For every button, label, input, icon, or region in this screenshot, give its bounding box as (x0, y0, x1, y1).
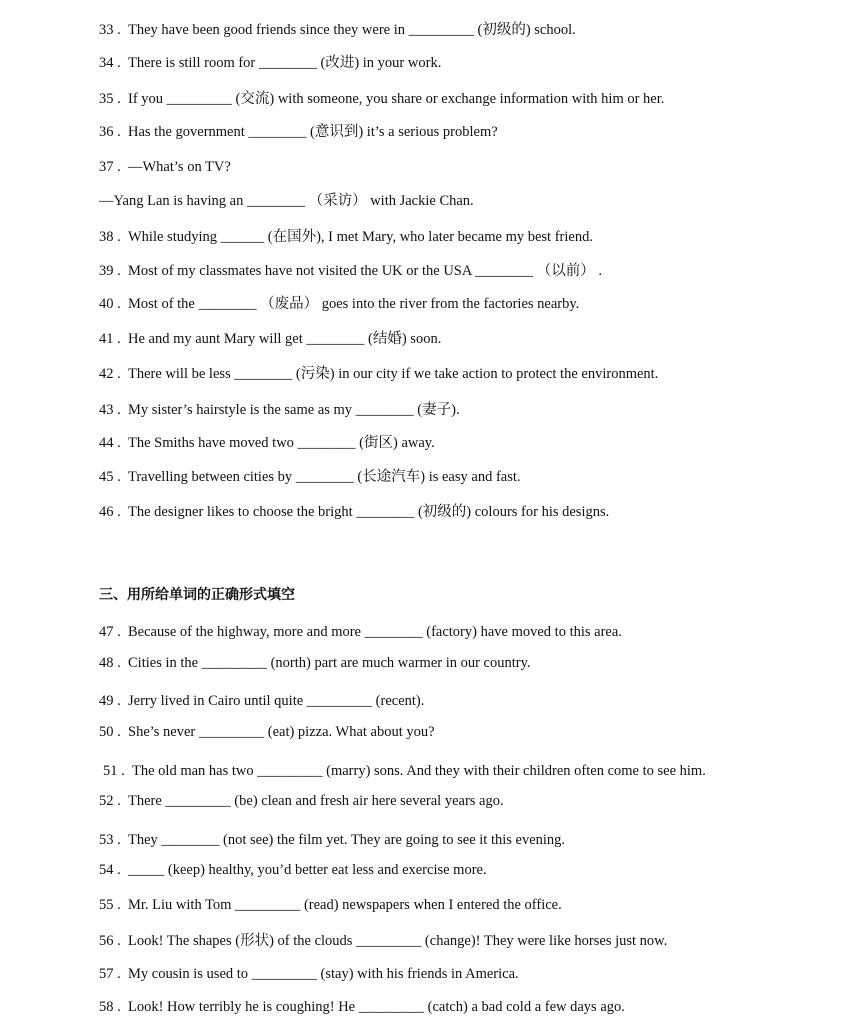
question-text: —Yang Lan is having an ________ （采访） with Jackie Chan. (99, 193, 474, 209)
question-51 (103, 762, 706, 780)
question-text: While studying ______ (在国外), I met Mary, who later became my best friend. (128, 229, 593, 245)
question-55 (99, 896, 562, 914)
question-text: My cousin is used to _________ (stay) with his friends in America. (128, 966, 519, 982)
question-number: 58 . (99, 999, 121, 1015)
question-number: 56 . (99, 933, 121, 949)
question-37-answer-line (99, 192, 474, 210)
question-48 (99, 654, 531, 672)
question-number: 44 . (99, 435, 121, 451)
question-text: He and my aunt Mary will get ________ (结婚) soon. (128, 331, 442, 347)
question-number: 51 . (103, 763, 125, 779)
question-number: 37 . (99, 159, 121, 175)
question-54 (99, 861, 487, 879)
question-52 (99, 792, 504, 810)
question-42 (99, 365, 658, 383)
question-number: 52 . (99, 793, 121, 809)
question-text: Most of my classmates have not visited the UK or the USA ________ （以前） . (128, 263, 603, 279)
question-38 (99, 228, 593, 246)
question-text: My sister’s hairstyle is the same as my ________ (妻子). (128, 402, 460, 418)
question-58 (99, 998, 625, 1016)
question-number: 46 . (99, 504, 121, 520)
question-text: Has the government ________ (意识到) it’s a serious problem? (128, 124, 498, 140)
question-text: _____ (keep) healthy, you’d better eat less and exercise more. (128, 862, 487, 878)
question-57 (99, 965, 519, 983)
question-number: 50 . (99, 724, 121, 740)
question-text: If you _________ (交流) with someone, you share or exchange information with him or her. (128, 91, 665, 107)
question-37 (99, 158, 231, 176)
question-text: Look! How terribly he is coughing! He _________ (catch) a bad cold a few days ago. (128, 999, 625, 1015)
question-47 (99, 623, 622, 641)
question-40 (99, 295, 579, 313)
question-number: 45 . (99, 469, 121, 485)
question-text: Because of the highway, more and more ________ (factory) have moved to this area. (128, 624, 622, 640)
question-number: 55 . (99, 897, 121, 913)
question-50 (99, 723, 435, 741)
question-number: 47 . (99, 624, 121, 640)
question-39 (99, 262, 602, 280)
question-text: Travelling between cities by ________ (长途汽车) is easy and fast. (128, 469, 521, 485)
question-text: There _________ (be) clean and fresh air here several years ago. (128, 793, 504, 809)
question-number: 49 . (99, 693, 121, 709)
question-text: Look! The shapes (形状) of the clouds _________ (change)! They were like horses just now. (128, 933, 668, 949)
question-number: 35 . (99, 91, 121, 107)
question-number: 41 . (99, 331, 121, 347)
question-text: They have been good friends since they were in _________ (初级的) school. (128, 22, 576, 38)
question-36 (99, 123, 498, 141)
question-text: She’s never _________ (eat) pizza. What about you? (128, 724, 435, 740)
section-heading: 三、用所给单词的正确形式填空 (99, 587, 295, 603)
question-49 (99, 692, 424, 710)
question-43 (99, 401, 460, 419)
question-44 (99, 434, 435, 452)
question-number: 53 . (99, 832, 121, 848)
question-text: There is still room for ________ (改进) in your work. (128, 55, 442, 71)
question-34 (99, 54, 441, 72)
question-number: 48 . (99, 655, 121, 671)
question-text: The designer likes to choose the bright ________ (初级的) colours for his designs. (128, 504, 610, 520)
question-number: 42 . (99, 366, 121, 382)
question-text: Cities in the _________ (north) part are much warmer in our country. (128, 655, 531, 671)
question-number: 43 . (99, 402, 121, 418)
question-number: 54 . (99, 862, 121, 878)
question-text: The Smiths have moved two ________ (街区) away. (128, 435, 435, 451)
question-45 (99, 468, 521, 486)
question-35 (99, 90, 664, 108)
question-number: 57 . (99, 966, 121, 982)
question-number: 39 . (99, 263, 121, 279)
question-text: The old man has two _________ (marry) sons. And they with their children often come to see him. (132, 763, 706, 779)
question-text: Jerry lived in Cairo until quite _________ (recent). (128, 693, 425, 709)
question-number: 38 . (99, 229, 121, 245)
question-text: —What’s on TV? (128, 159, 231, 175)
question-41 (99, 330, 441, 348)
question-text: Most of the ________ （废品） goes into the river from the factories nearby. (128, 296, 580, 312)
question-46 (99, 503, 609, 521)
question-text: There will be less ________ (污染) in our city if we take action to protect the environment. (128, 366, 659, 382)
question-33 (99, 21, 576, 39)
question-53 (99, 831, 565, 849)
question-number: 36 . (99, 124, 121, 140)
question-text: They ________ (not see) the film yet. They are going to see it this evening. (128, 832, 566, 848)
question-number: 33 . (99, 22, 121, 38)
question-56 (99, 932, 667, 950)
question-number: 34 . (99, 55, 121, 71)
question-text: Mr. Liu with Tom _________ (read) newspapers when I entered the office. (128, 897, 562, 913)
question-number: 40 . (99, 296, 121, 312)
